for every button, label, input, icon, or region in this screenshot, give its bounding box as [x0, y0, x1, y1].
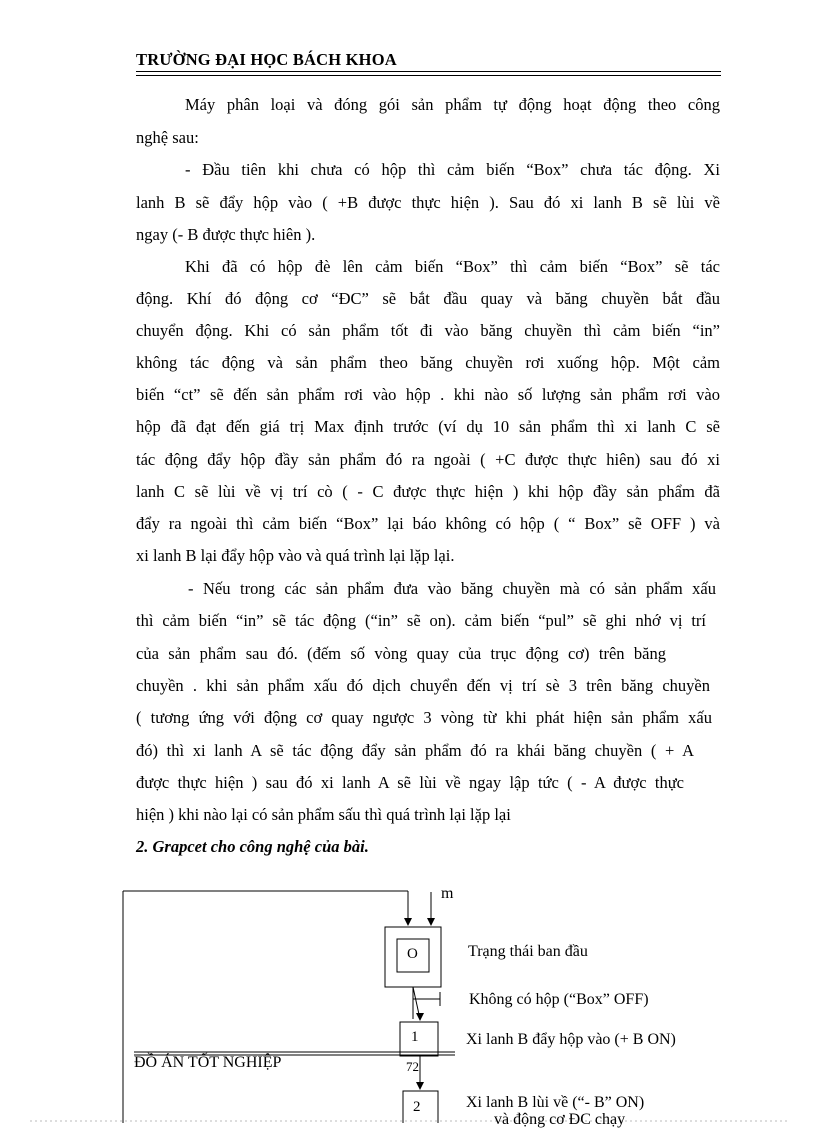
step-2-box	[403, 1091, 438, 1123]
paragraph-line: tác động đẩy hộp đầy sản phẩm đó ra ngoài ( +C được thực hiên) sau đó xi	[136, 450, 720, 469]
paragraph-line: không tác động và sản phẩm theo băng chuyền rơi xuống hộp. Một cảm	[136, 353, 720, 372]
paragraph-line: động. Khí đó động cơ “ĐC” sẽ bắt đầu quay và băng chuyền bắt đầu	[136, 289, 720, 308]
paragraph-line: - Nếu trong các sản phẩm đưa vào băng chuyền mà có sản phẩm xấu	[188, 579, 716, 598]
paragraph-line: biến “ct” sẽ đến sản phẩm rơi vào hộp . khi nào số lượng sản phẩm rơi vào	[136, 385, 720, 404]
paragraph-line: - Đầu tiên khi chưa có hộp thì cảm biến “Box” chưa tác động. Xi	[185, 160, 720, 179]
step-0-description: Trạng thái ban đầu	[468, 943, 588, 960]
paragraph-line: đẩy ra ngoài thì cảm biến “Box” lại báo không có hộp ( “ Box” sẽ OFF ) và	[136, 514, 720, 533]
paragraph-line: lanh C sẽ lùi về vị trí cò ( - C được thực hiện ) khi hộp đầy sản phẩm đã	[136, 482, 720, 501]
paragraph-line: chuyền . khi sản phẩm xấu đó dịch chuyển đến vị trí sè 3 trên băng chuyền	[136, 676, 710, 695]
paragraph-line: thì cảm biến “in” sẽ tác động (“in” sẽ on). cảm biến “pul” sẽ ghi nhớ vị trí	[136, 611, 706, 630]
paragraph-line: nghệ sau:	[136, 128, 199, 147]
arrow-head	[416, 1013, 424, 1021]
paragraph-line: Máy phân loại và đóng gói sản phẩm tự động hoạt động theo công	[185, 95, 720, 114]
paragraph-line: được thực hiện ) sau đó xi lanh A sẽ lùi về ngay lập tức ( - A được thực	[136, 773, 684, 792]
step-0-label: O	[407, 946, 418, 962]
step-1-description: Xi lanh B đẩy hộp vào (+ B ON)	[466, 1031, 676, 1048]
step-2-description: Xi lanh B lùi về (“- B” ON)	[466, 1094, 645, 1111]
arrow-head	[404, 918, 412, 926]
page-header-title: TRƯỜNG ĐẠI HỌC BÁCH KHOA	[136, 50, 397, 69]
transition-1-condition: Không có hộp (“Box” OFF)	[469, 991, 649, 1008]
paragraph-line: Khi đã có hộp đè lên cảm biến “Box” thì cảm biến “Box” sẽ tác	[185, 257, 720, 276]
paragraph-line: hiện ) khi nào lại có sản phẩm sấu thì quá trình lại lặp lại	[136, 805, 511, 824]
paragraph-line: hộp đã đạt đến giá trị Max định trước (ví dụ 10 sản phẩm thì xi lanh C sẽ	[136, 417, 720, 436]
page-number: 72	[406, 1059, 419, 1074]
paragraph-line: lanh B sẽ đẩy hộp vào ( +B được thực hiện ). Sau đó xi lanh B sẽ lùi về	[136, 193, 720, 212]
arrow-head	[427, 918, 435, 926]
paragraph-line: của sản phẩm sau đó. (đếm số vòng quay của trục động cơ) trên băng	[136, 644, 666, 663]
page-footer-title: ĐỒ ÁN TỐT NGHIỆP	[134, 1054, 282, 1071]
header-rule-top	[136, 71, 721, 72]
paragraph-line: ngay (- B được thực hiên ).	[136, 225, 316, 244]
step-1-label: 1	[411, 1029, 419, 1045]
paragraph-line: ( tương ứng với động cơ quay ngược 3 vòng từ khi phát hiện sản phẩm xấu	[136, 708, 712, 727]
paragraph-line: chuyển động. Khi có sản phẩm tốt đi vào băng chuyền thì cảm biến “in”	[136, 321, 720, 340]
paragraph-line: đó) thì xi lanh A sẽ tác động đẩy sản phẩm đó ra khái băng chuyền ( + A	[136, 741, 694, 760]
arrow-head	[416, 1082, 424, 1090]
input-m-label: m	[441, 885, 454, 902]
section-heading: 2. Grapcet cho công nghệ của bài.	[136, 837, 369, 856]
header-rule-bottom	[136, 75, 721, 76]
step-1-box	[400, 1022, 438, 1056]
step-2-description-cont: và động cơ ĐC chạy	[494, 1111, 626, 1128]
paragraph-line: xi lanh B lại đẩy hộp vào và quá trình lại lặp lại.	[136, 546, 455, 565]
step-2-label: 2	[413, 1099, 421, 1115]
